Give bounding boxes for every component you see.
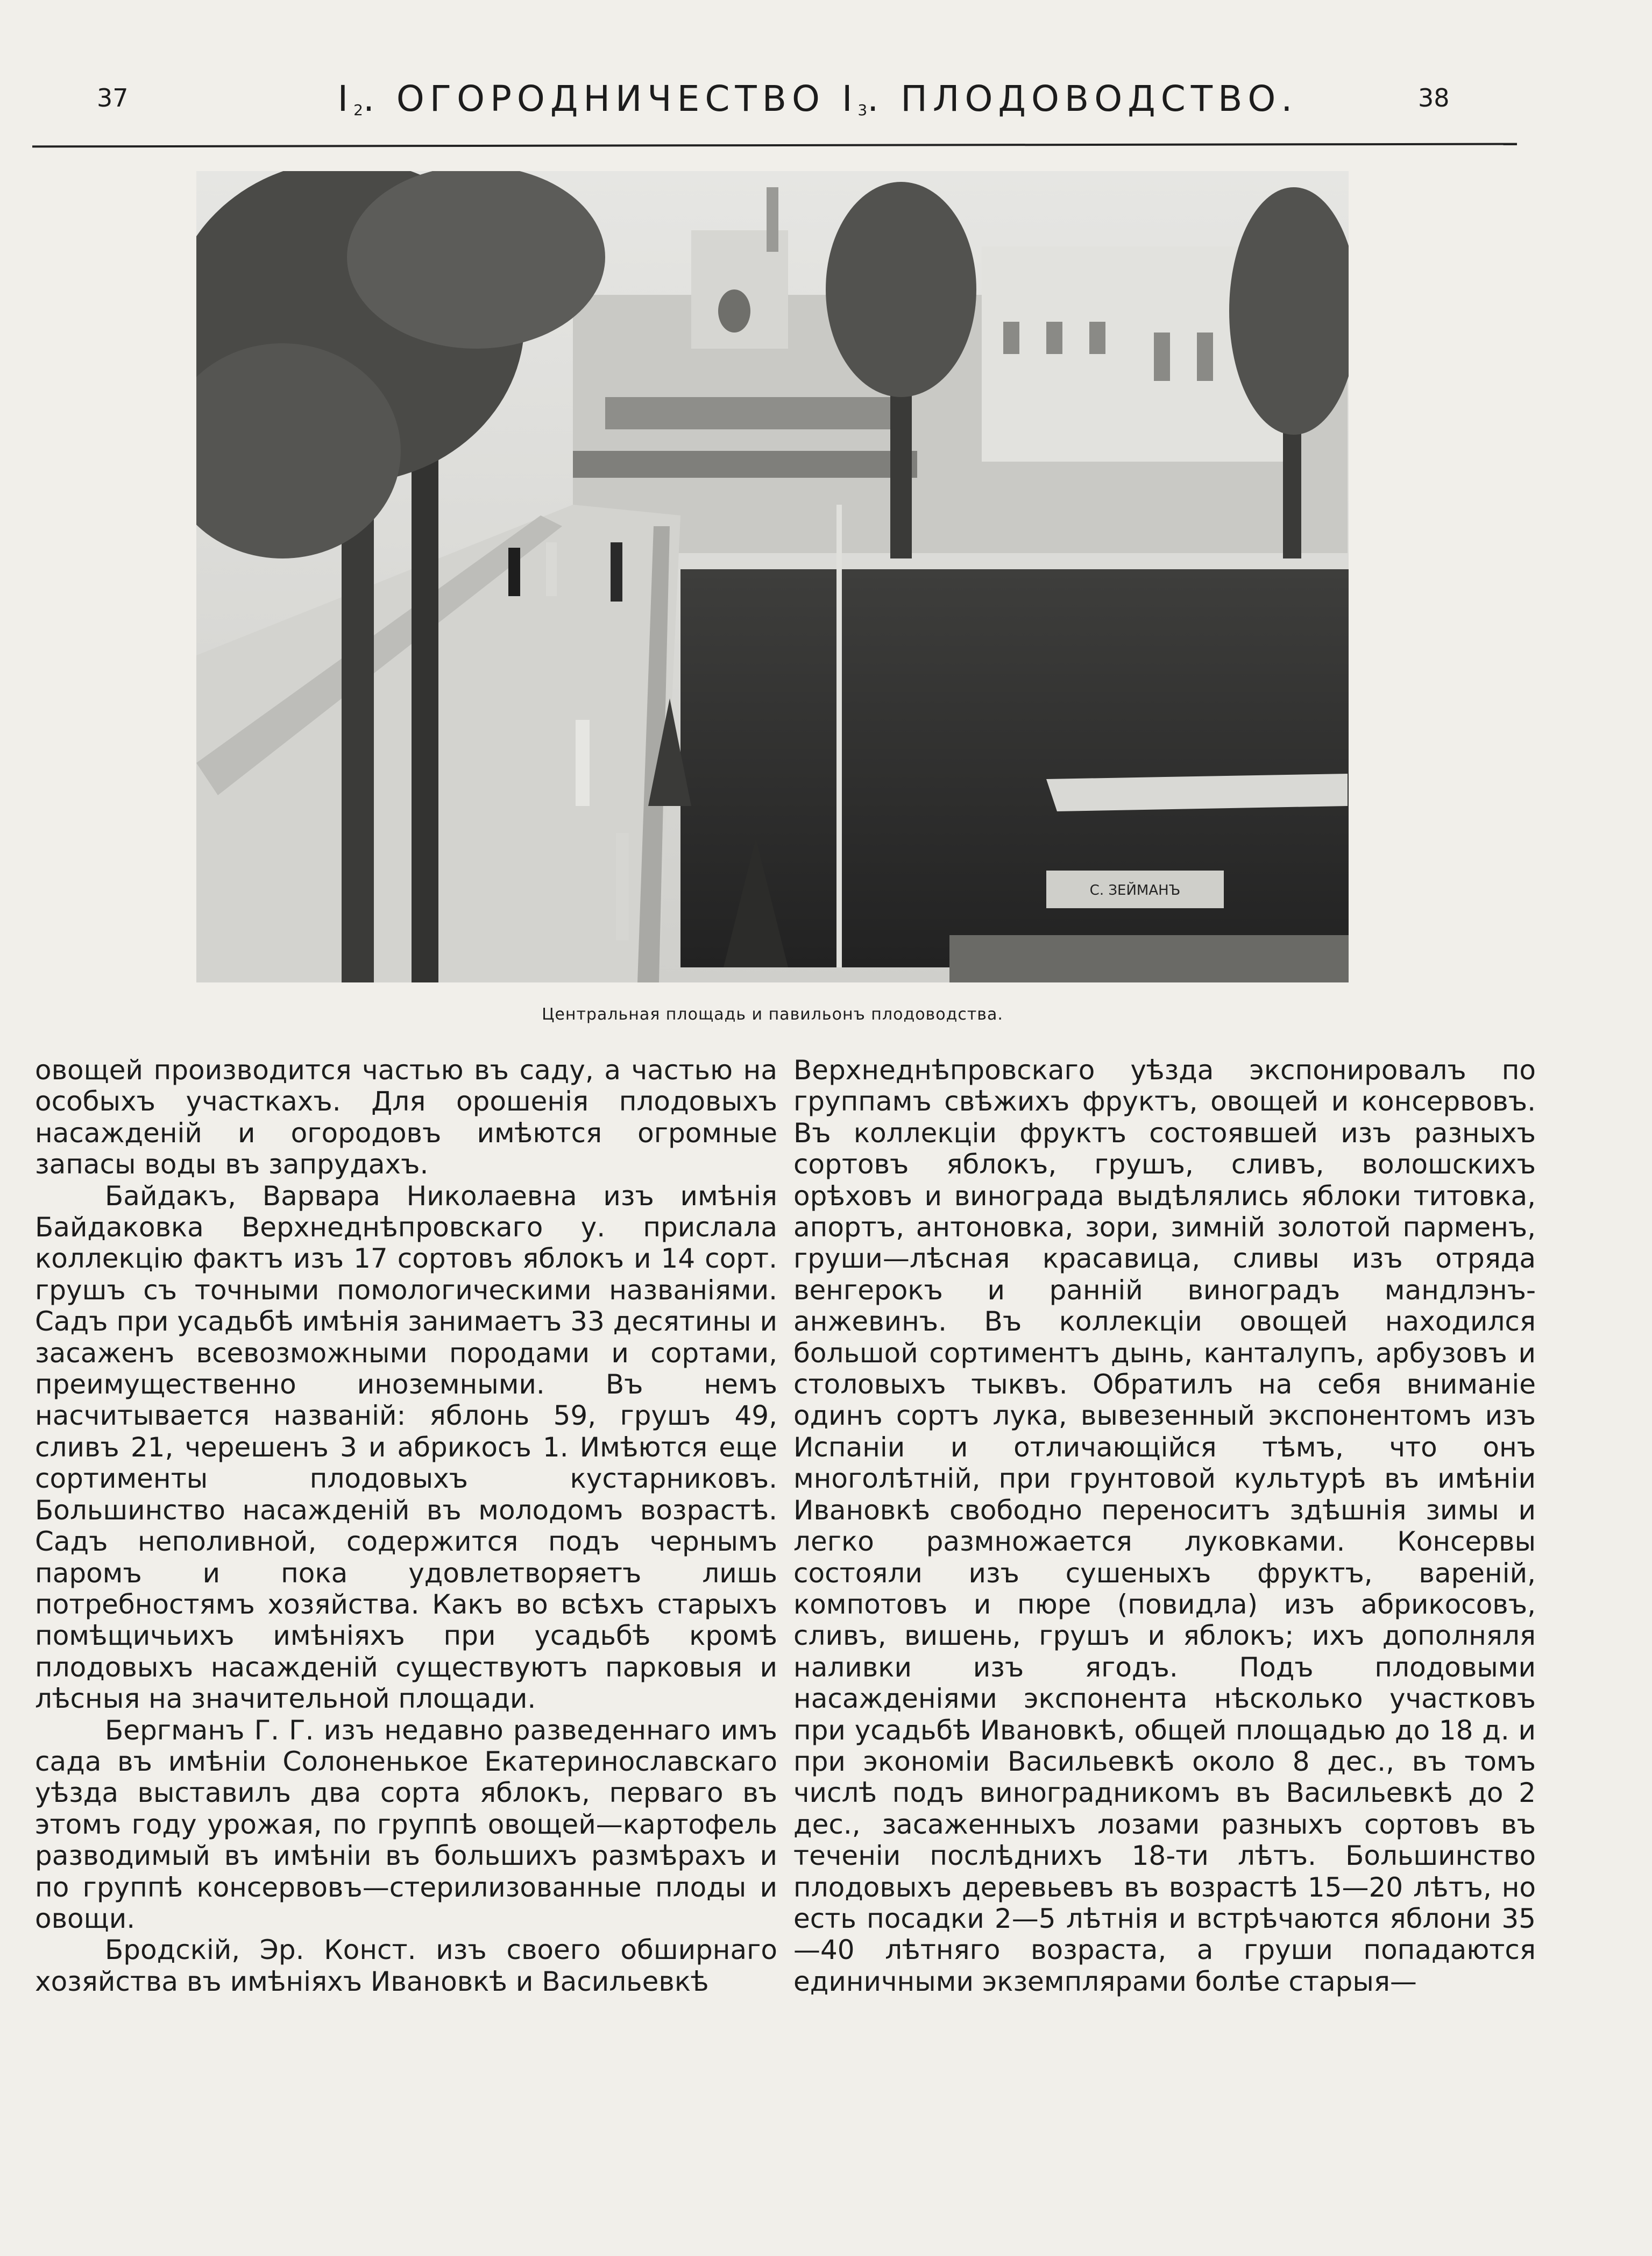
text-column-left bbox=[35, 1055, 777, 1997]
page-number-left: 37 bbox=[97, 83, 129, 112]
running-title: $I_2$. ОГОРОДНИЧЕСТВО $I_3$. ПЛОДОВОДСТВО. bbox=[337, 78, 1298, 119]
paragraph: Бродскій, Эр. Конст. изъ своего обширнаго хозяйства въ имѣніяхъ Ивановкѣ и Васильевкѣ bbox=[35, 1934, 777, 1997]
header-rule bbox=[32, 143, 1517, 148]
paragraph: овощей производится частью въ саду, а частью на особыхъ участкахъ. Для орошенія плодовыхъ насажденій и огородовъ имѣются огромные запасы воды въ запрудахъ. bbox=[35, 1055, 777, 1180]
bench-sign-text: С. ЗЕЙМАНЪ bbox=[1089, 882, 1181, 899]
photo-caption: Центральная площадь и павильонъ плодоводства. bbox=[542, 1005, 1003, 1024]
photo-illustration bbox=[196, 171, 1349, 982]
text-column-right bbox=[793, 1055, 1536, 1997]
paragraph: Бергманъ Г. Г. изъ недавно разведеннаго имъ сада въ имѣніи Солоненькое Екатеринославскаго уѣзда выставилъ два сорта яблокъ, перваго въ этомъ году урожая, по группѣ овощей—картофель разводимый въ имѣніи въ большихъ размѣрахъ и по группѣ консервовъ—стерилизованные плоды и овощи. bbox=[35, 1714, 777, 1934]
page-number-right: 38 bbox=[1418, 83, 1450, 112]
paragraph: Верхнеднѣпровскаго уѣзда экспонировалъ по группамъ свѣжихъ фруктъ, овощей и консервовъ. Въ коллекціи фруктъ состоявшей изъ разныхъ сортовъ яблокъ, грушъ, сливъ, волошскихъ орѣховъ и винограда выдѣлялись яблоки титовка, апортъ, антоновка, зори, зимній золотой парменъ, груши—лѣсная красавица, сливы изъ отряда венгерокъ и ранній виноградъ мандлэнъ-анжевинъ. Въ коллекціи овощей находился большой сортиментъ дынь, канталупъ, арбузовъ и столовыхъ тыквъ. Обратилъ на себя вниманіе одинъ сортъ лука, вывезенный экспонентомъ изъ Испаніи и отличающійся тѣмъ, что онъ многолѣтній, при грунтовой культурѣ въ имѣніи Ивановкѣ свободно переноситъ здѣшнія зимы и легко размножается луковками. Консервы состояли изъ сушеныхъ фруктъ, вареній, компотовъ и пюре (повидла) изъ абрикосовъ, сливъ, вишень, грушъ и яблокъ; ихъ дополняля наливки изъ ягодъ. Подъ плодовыми насажденіями экспонента нѣсколько участковъ при усадьбѣ Ивановкѣ, общей площадью до 18 д. и при экономіи Васильевкѣ около 8 дес., въ томъ числѣ подъ виноградникомъ въ Васильевкѣ до 2 дес., засаженныхъ лозами разныхъ сортовъ въ теченіи послѣднихъ 18-ти лѣтъ. Большинство плодовыхъ деревьевъ въ возрастѣ 15—20 лѣтъ, но есть посадки 2—5 лѣтнія и встрѣчаются яблони 35—40 лѣтняго возраста, а груши попадаются единичными экземплярами болѣе старыя— bbox=[793, 1055, 1536, 1997]
paragraph: Байдакъ, Варвара Николаевна изъ имѣнія Байдаковка Верхнеднѣпровскаго у. прислала коллекцію фактъ изъ 17 сортовъ яблокъ и 14 сорт. грушъ съ точными помологическими названіями. Садъ при усадьбѣ имѣнія занимаетъ 33 десятины и засаженъ всевозможными породами и сортами, преимущественно иноземными. Въ немъ насчитывается названій: яблонь 59, грушъ 49, сливъ 21, черешенъ 3 и абрикосъ 1. Имѣются еще сортименты плодовыхъ кустарниковъ. Большинство насажденій въ молодомъ возрастѣ. Садъ неполивной, содержится подъ чернымъ паромъ и пока удовлетворяетъ лишь потребностямъ хозяйства. Какъ во всѣхъ старыхъ помѣщичьихъ имѣніяхъ при усадьбѣ кромѣ плодовыхъ насажденій существуютъ парковыя и лѣсныя на значительной площади. bbox=[35, 1180, 777, 1715]
page-header bbox=[32, 78, 1517, 143]
photograph-central-square bbox=[196, 171, 1349, 982]
